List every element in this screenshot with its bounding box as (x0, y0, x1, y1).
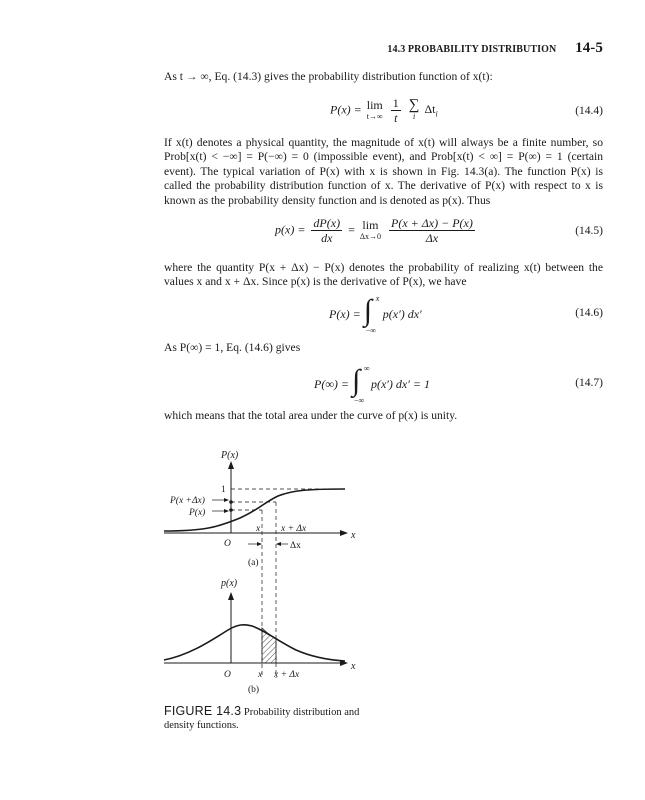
a-ylabel: P(x) (221, 450, 239, 461)
eq146-lhs: P(x) = (329, 306, 361, 321)
a-dx-label: Δx (290, 541, 301, 551)
a-px-dot (229, 508, 233, 512)
eq146-number: (14.6) (575, 307, 603, 319)
eq145-limit: lim Δx→0 (359, 217, 382, 241)
eq145-number: (14.5) (575, 225, 603, 237)
a-pxdx-dot (229, 500, 233, 504)
eq144-term: $\Delta t_i$ (424, 102, 438, 119)
b-ylabel: p(x) (221, 578, 238, 589)
eq147-number: (14.7) (575, 377, 603, 389)
a-y-arrow-icon (228, 461, 234, 469)
integral-sign: ∫ x −∞ (363, 294, 380, 335)
eq147-lhs: P(∞) = (314, 376, 349, 391)
panel-a (164, 450, 356, 678)
panel-b (164, 578, 356, 695)
a-dx-right-arrow-icon (276, 542, 281, 546)
a-xaxis-label: x (351, 530, 356, 541)
a-panel-label: (a) (248, 558, 259, 568)
eq146-integrand: p(x′) dx′ (382, 306, 422, 321)
caption-text: Probability distribution and density functions. (164, 707, 360, 731)
eq144-sum: ∑ i (408, 96, 420, 121)
b-xaxis-label: x (351, 661, 356, 672)
b-tick-x: x (258, 670, 263, 680)
a-one-label: 1 (221, 485, 226, 495)
b-tick-x-dx: x + Δx (274, 670, 300, 680)
eq144-fraction: $\frac{1}{t}$ (392, 96, 399, 125)
eq144-number: (14.4) (575, 105, 603, 117)
a-tick-x: x (256, 524, 261, 534)
integral-sign: ∫ ∞ −∞ (351, 364, 370, 405)
caption-label: FIGURE 14.3 (164, 704, 242, 718)
a-px-label: P(x) (189, 508, 206, 518)
paragraph-4: As P(∞) = 1, Eq. (14.6) gives (164, 341, 301, 354)
a-pxdx-pointer-icon (224, 498, 229, 502)
eq145-fraction-2: $\frac{P(x + \Delta x) - P(x)}{\Delta x}$ (391, 216, 473, 245)
paragraph-5: which means that the total area under the curve of p(x) is unity. (164, 409, 458, 422)
a-x-arrow-icon (340, 530, 348, 536)
eq145-fraction-1: $\frac{dP(x)}{dx}$ (313, 216, 341, 245)
figure-caption (164, 705, 384, 732)
b-origin: O (224, 670, 231, 680)
b-y-arrow-icon (228, 592, 234, 600)
eq147-integrand: p(x′) dx′ = 1 (370, 376, 430, 391)
b-hatched-area (262, 628, 276, 663)
eq144-limit: lim t→∞ (366, 97, 383, 121)
b-pdf-curve (164, 625, 345, 661)
paragraph-3: where the quantity P(x + Δx) − P(x) denotes the probability of realizing x(t) between the values x and x + Δx. Since p(x) is the derivative of P(x), we have (164, 261, 603, 289)
page-number: 14-5 (575, 40, 603, 56)
eq145-equals: = (348, 222, 355, 237)
eq145-lhs: p(x) = (275, 222, 306, 237)
a-pxdx-label: P(x +Δx) (170, 496, 205, 506)
section-title: 14.3 PROBABILITY DISTRIBUTION (387, 44, 557, 55)
a-tick-x-dx: x + Δx (281, 524, 307, 534)
eq144-lhs: P(x) = (330, 102, 362, 117)
b-panel-label: (b) (248, 685, 260, 695)
paragraph-2: If x(t) denotes a physical quantity, the magnitude of x(t) will always be a finite number, so Prob[x(t) < −∞] = P(−∞) = 0 (impossible event), and Prob[x(t) < ∞] = P(∞) = 1 (certain event). The typical variation of P(x) with x is shown in Fig. 14.3(a). The function P(x) is called the probability distribution function of x. The derivative of P(x) with respect to x is known as the probability density function and is denoted as p(x). Thus (164, 136, 603, 207)
a-origin: O (224, 539, 231, 549)
a-dx-left-arrow-icon (257, 542, 262, 546)
a-px-pointer-icon (224, 509, 229, 513)
paragraph-1: As t → ∞, Eq. (14.3) gives the probability distribution function of x(t): (164, 70, 493, 83)
